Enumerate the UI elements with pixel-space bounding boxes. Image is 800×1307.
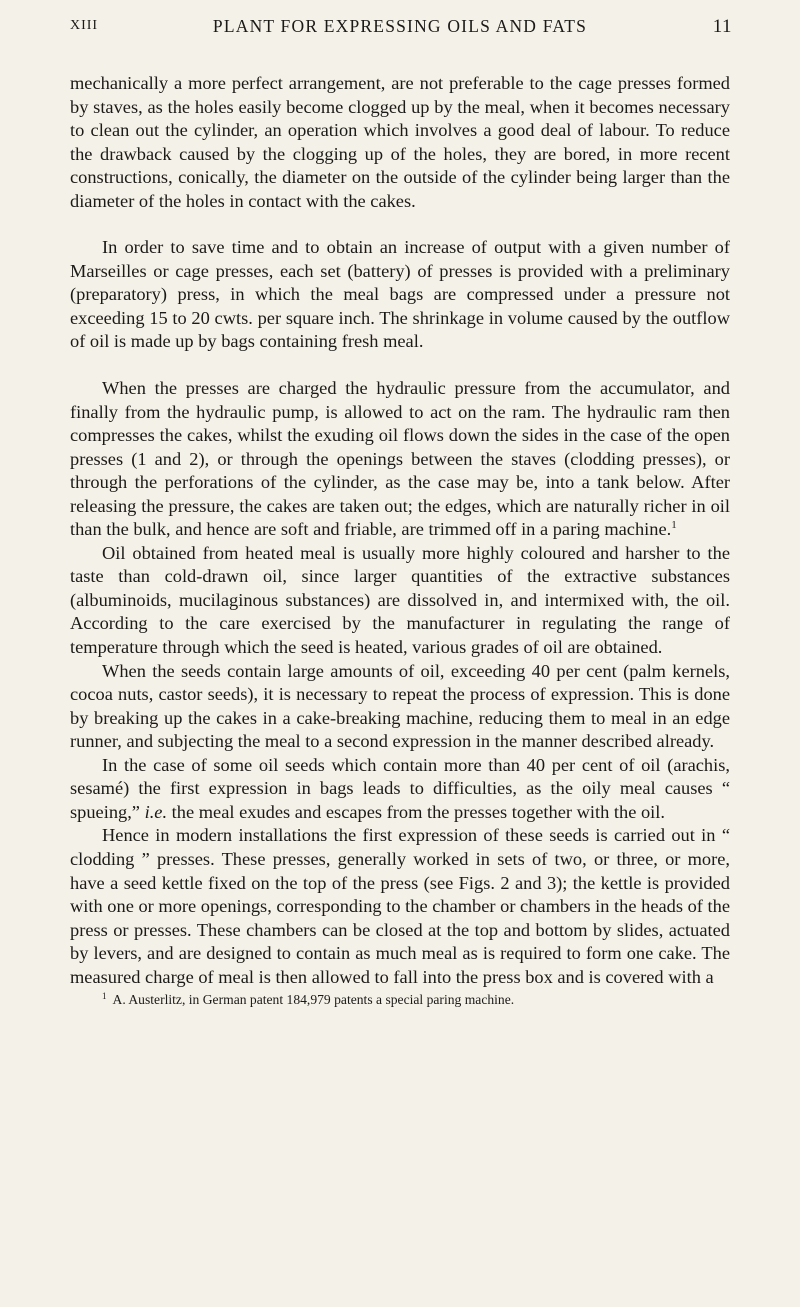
- paragraph-hydraulic-pressure-text: When the presses are charged the hydraulic pressure from the accumulator, and finally from the hydraulic pump, is allowed to act on the ram. The hydraulic ram then compresses the cakes, whilst the exuding oil flows down the sides in the case of the open presses (1 and 2), or through the openings between the staves (clodding presses), or through the perforations of the cylinder, as the case may be, into a tank below. After releasing the pressure, the cakes are taken out; the edges, which are naturally richer in oil than the bulk, and hence are soft and friable, are trimmed off in a paring machine.: [70, 378, 730, 540]
- paragraph-clodding-presses: Hence in modern installations the first expression of these seeds is carried out in “ clodding ” presses. These presses, generally worked in sets of two, or three, or more, have a seed kettle fixed on the top of the press (see Figs. 2 and 3); the kettle is provided with one or more openings, corresponding to the chamber or chambers in the heads of the press or presses. These chambers can be closed at the top and bottom by slides, actuated by levers, and are designed to contain as much meal as is required to form one cake. The measured charge of meal is then allowed to fall into the press box and is covered with a: [70, 825, 730, 987]
- paragraph-preliminary-press: In order to save time and to obtain an increase of output with a given number of Marseilles or cage presses, each set (battery) of presses is provided with a preliminary (preparatory) press, in which the meal bags are compressed under a pressure not exceeding 15 to 20 cwts. per square inch. The shrinkage in volume caused by the outflow of oil is made up by bags containing fresh meal.: [70, 237, 730, 352]
- paragraph-continuation: mechanically a more perfect arrangement, are not preferable to the cage presses formed by staves, as the holes easily become clogged up by the meal, when it becomes necessary to clean out the cylinder, an operation which involves a good deal of labour. To reduce the drawback caused by the clogging up of the holes, they are bored, in more recent constructions, conically, the diameter on the outside of the cylinder being larger than the diameter of the holes in contact with the cakes.: [70, 73, 730, 211]
- abbreviation-ie: i.e.: [144, 801, 168, 822]
- page-number: 11: [712, 16, 732, 37]
- paragraph-repeat-expression: When the seeds contain large amounts of oil, exceeding 40 per cent (palm kernels, cocoa nuts, castor seeds), it is necessary to repeat the process of expression. This is done by breaking up the cakes in a cake-breaking machine, reducing them to meal in an edge runner, and subjecting the meal to a second expression in the manner described already.: [70, 660, 730, 752]
- footnote-mark: 1: [102, 990, 107, 1001]
- paragraph-oil-seeds-text: In the case of some oil seeds which contain more than 40 per cent of oil (arachis, sesamé) the first expression in bags leads to difficulties, as the oily meal causes “ spueing,”: [70, 754, 730, 822]
- paragraph-oil-seeds-end: the meal exudes and escapes from the presses together with the oil.: [171, 801, 665, 822]
- chapter-number: XIII: [70, 18, 99, 33]
- running-header: [34, 16, 766, 46]
- footnote-text: A. Austerlitz, in German patent 184,979 patents a special paring machine.: [112, 992, 515, 1008]
- paragraph-oil-seeds: [70, 754, 730, 825]
- paragraph-hydraulic-pressure: [70, 377, 730, 542]
- footnote: [70, 991, 730, 1008]
- running-title: PLANT FOR EXPRESSING OILS AND FATS: [212, 16, 588, 36]
- main-text: [70, 72, 730, 989]
- footnote-reference: 1: [671, 519, 677, 532]
- paragraph-heated-meal: Oil obtained from heated meal is usually more highly coloured and harsher to the taste than cold-drawn oil, since larger quantities of the extractive substances (albuminoids, mucilaginous substances) are dissolved in, and intermixed with, the oil. According to the care exercised by the manufacturer in regulating the range of temperature through which the seed is heated, various grades of oil are obtained.: [70, 542, 730, 658]
